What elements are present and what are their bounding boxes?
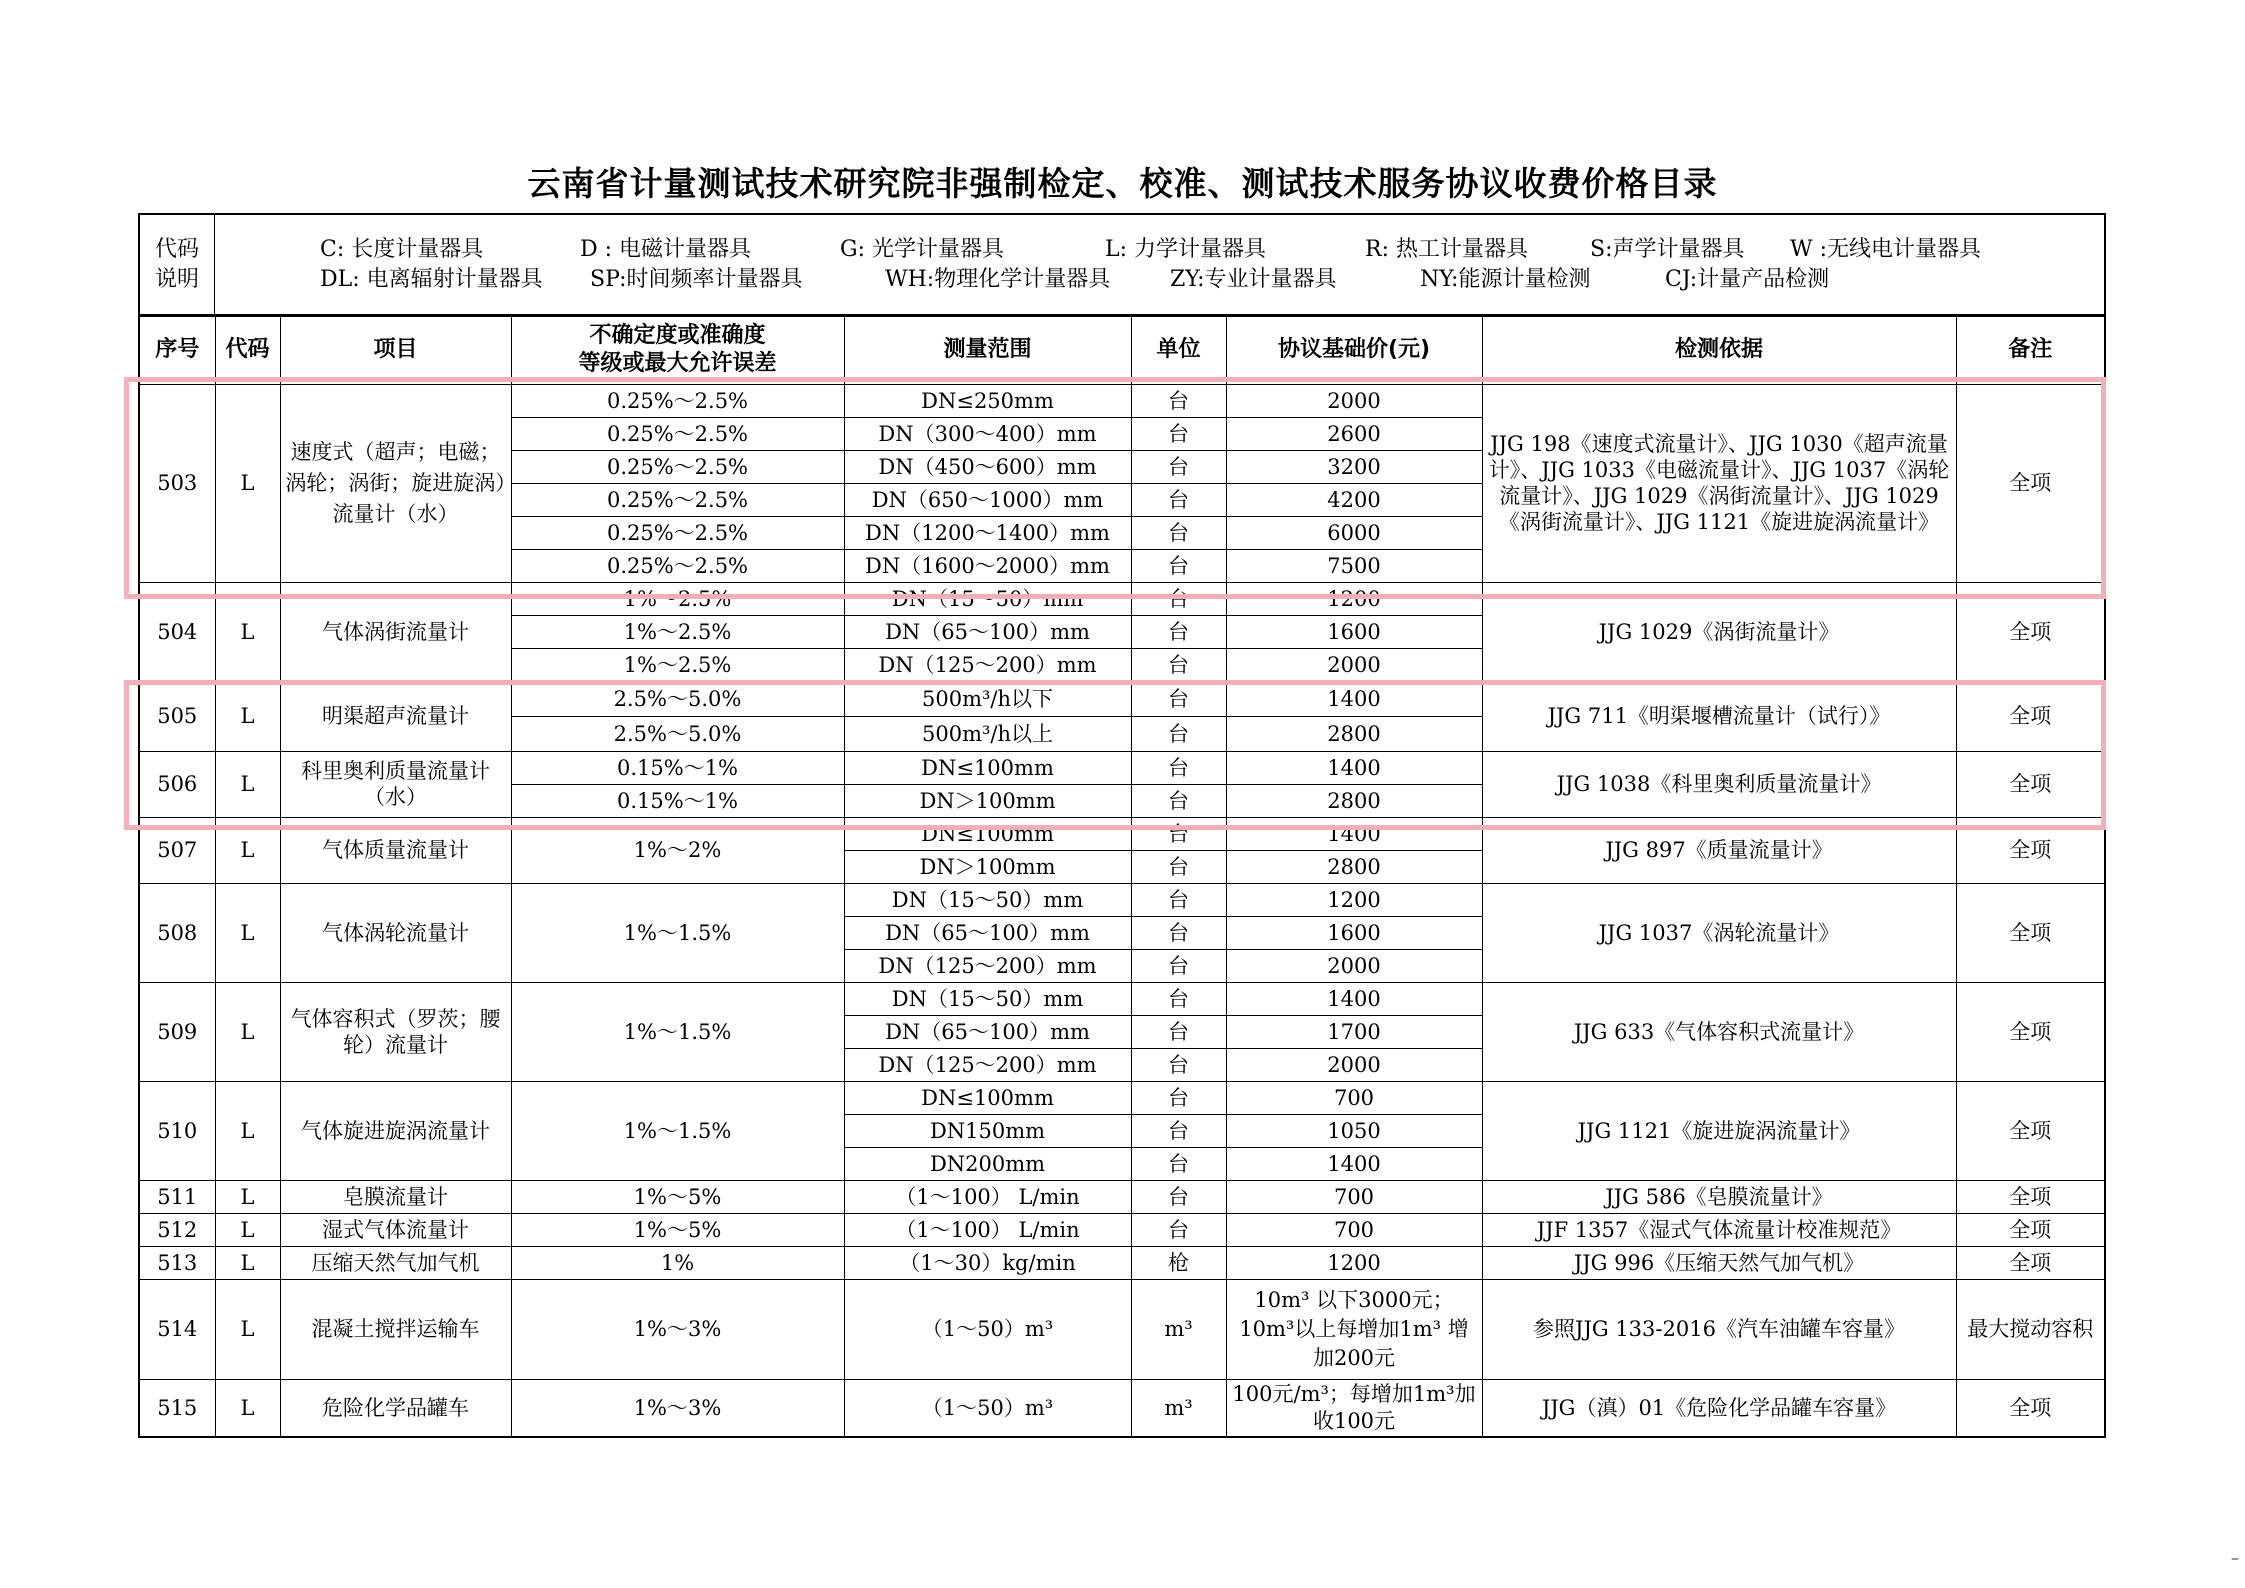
unit-cell: 台 — [1131, 716, 1226, 751]
unit-cell: 台 — [1131, 1114, 1226, 1147]
range-cell: （1～50）m³ — [844, 1379, 1131, 1437]
range-cell: 500m³/h以下 — [844, 681, 1131, 716]
range-cell: DN（1600～2000）mm — [844, 549, 1131, 582]
price-cell: 1200 — [1226, 883, 1482, 916]
basis-cell: JJG 996《压缩天然气加气机》 — [1482, 1246, 1956, 1279]
range-cell: DN（1200～1400）mm — [844, 516, 1131, 549]
range-cell: DN150mm — [844, 1114, 1131, 1147]
range-cell: 500m³/h以上 — [844, 716, 1131, 751]
basis-cell: JJG 1037《涡轮流量计》 — [1482, 883, 1956, 982]
unit-cell: m³ — [1131, 1279, 1226, 1379]
price-cell: 100元/m³；每增加1m³加收100元 — [1226, 1379, 1482, 1437]
range-cell: DN（300～400）mm — [844, 417, 1131, 450]
unit-cell: 台 — [1131, 1048, 1226, 1081]
unit-cell: 台 — [1131, 483, 1226, 516]
seq-cell: 503 — [139, 384, 215, 582]
accuracy-cell: 1%～3% — [511, 1279, 844, 1379]
price-cell: 2800 — [1226, 716, 1482, 751]
legend-item: DL: 电离辐射计量器具 — [320, 267, 543, 292]
basis-cell: JJG 633《气体容积式流量计》 — [1482, 982, 1956, 1081]
seq-cell: 513 — [139, 1246, 215, 1279]
table-row — [139, 982, 2105, 1015]
price-cell: 700 — [1226, 1180, 1482, 1213]
code-cell: L — [215, 1180, 280, 1213]
legend-item: W :无线电计量器具 — [1790, 237, 1982, 262]
price-cell: 1400 — [1226, 982, 1482, 1015]
remark-cell: 全项 — [1956, 681, 2105, 751]
accuracy-cell: 0.25%～2.5% — [511, 549, 844, 582]
seq-cell: 506 — [139, 751, 215, 817]
unit-cell: 台 — [1131, 982, 1226, 1015]
code-cell: L — [215, 751, 280, 817]
item-cell: 科里奥利质量流量计（水） — [280, 751, 511, 817]
accuracy-cell: 0.25%～2.5% — [511, 417, 844, 450]
item-cell: 湿式气体流量计 — [280, 1213, 511, 1246]
item-cell: 明渠超声流量计 — [280, 681, 511, 751]
range-cell: DN（125～200）mm — [844, 648, 1131, 681]
remark-cell: 全项 — [1956, 883, 2105, 982]
unit-cell: 台 — [1131, 784, 1226, 817]
legend-item: G: 光学计量器具 — [840, 237, 1004, 262]
accuracy-cell: 1%～1.5% — [511, 883, 844, 982]
accuracy-cell: 1%～2.5% — [511, 582, 844, 615]
price-cell: 2000 — [1226, 949, 1482, 982]
code-cell: L — [215, 1379, 280, 1437]
range-cell: DN200mm — [844, 1147, 1131, 1180]
range-cell: DN（65～100）mm — [844, 615, 1131, 648]
header-price: 协议基础价(元) — [1226, 316, 1482, 384]
price-cell: 3200 — [1226, 450, 1482, 483]
unit-cell: 台 — [1131, 516, 1226, 549]
price-cell: 1600 — [1226, 615, 1482, 648]
legend-item: R: 热工计量器具 — [1365, 237, 1528, 262]
remark-cell: 全项 — [1956, 1081, 2105, 1180]
remark-cell: 全项 — [1956, 751, 2105, 817]
remark-cell: 全项 — [1956, 1379, 2105, 1437]
basis-cell: 参照JJG 133-2016《汽车油罐车容量》 — [1482, 1279, 1956, 1379]
table-row — [139, 1246, 2105, 1279]
price-cell: 1400 — [1226, 751, 1482, 784]
header-accuracy-line1: 不确定度或准确度 — [589, 323, 766, 349]
header-range: 测量范围 — [844, 316, 1131, 384]
accuracy-cell: 1%～1.5% — [511, 982, 844, 1081]
price-cell: 1200 — [1226, 1246, 1482, 1279]
unit-cell: 台 — [1131, 681, 1226, 716]
price-cell: 1400 — [1226, 817, 1482, 850]
accuracy-cell: 1%～3% — [511, 1379, 844, 1437]
range-cell: DN（650～1000）mm — [844, 483, 1131, 516]
legend-item: L: 力学计量器具 — [1105, 237, 1267, 262]
range-cell: DN（15～50）mm — [844, 982, 1131, 1015]
accuracy-cell: 1%～2.5% — [511, 615, 844, 648]
price-cell: 6000 — [1226, 516, 1482, 549]
price-cell: 700 — [1226, 1081, 1482, 1114]
table-row — [139, 751, 2105, 784]
seq-cell: 510 — [139, 1081, 215, 1180]
table-row — [139, 1081, 2105, 1114]
accuracy-cell: 1%～2.5% — [511, 648, 844, 681]
legend-items — [320, 235, 2030, 295]
legend-item: WH:物理化学计量器具 — [885, 267, 1111, 292]
unit-cell: 台 — [1131, 1213, 1226, 1246]
price-cell: 10m³ 以下3000元；10m³以上每增加1m³ 增加200元 — [1226, 1279, 1482, 1379]
remark-cell: 全项 — [1956, 1246, 2105, 1279]
item-cell: 压缩天然气加气机 — [280, 1246, 511, 1279]
legend-label-line2: 说明 — [154, 266, 199, 292]
price-cell: 2000 — [1226, 384, 1482, 417]
item-cell: 气体质量流量计 — [280, 817, 511, 883]
range-cell: （1～30）kg/min — [844, 1246, 1131, 1279]
table-row — [139, 1180, 2105, 1213]
unit-cell: 台 — [1131, 648, 1226, 681]
code-cell: L — [215, 1081, 280, 1180]
remark-cell: 全项 — [1956, 384, 2105, 582]
basis-cell: JJG 1029《涡街流量计》 — [1482, 582, 1956, 681]
price-cell: 1200 — [1226, 582, 1482, 615]
price-cell: 1400 — [1226, 681, 1482, 716]
legend-label — [140, 215, 215, 314]
unit-cell: 台 — [1131, 883, 1226, 916]
range-cell: DN≤100mm — [844, 1081, 1131, 1114]
range-cell: DN≤100mm — [844, 817, 1131, 850]
header-code: 代码 — [215, 316, 280, 384]
unit-cell: 台 — [1131, 450, 1226, 483]
range-cell: （1～50）m³ — [844, 1279, 1131, 1379]
legend-item: NY:能源计量检测 — [1420, 267, 1591, 292]
table-row — [139, 582, 2105, 615]
unit-cell: 台 — [1131, 384, 1226, 417]
item-cell: 气体旋进旋涡流量计 — [280, 1081, 511, 1180]
unit-cell: 台 — [1131, 751, 1226, 784]
price-cell: 1050 — [1226, 1114, 1482, 1147]
price-cell: 1400 — [1226, 1147, 1482, 1180]
code-cell: L — [215, 1279, 280, 1379]
seq-cell: 512 — [139, 1213, 215, 1246]
item-cell: 速度式（超声；电磁；涡轮；涡街；旋进旋涡）流量计（水） — [280, 384, 511, 582]
seq-cell: 511 — [139, 1180, 215, 1213]
basis-cell: JJG 1121《旋进旋涡流量计》 — [1482, 1081, 1956, 1180]
range-cell: DN（65～100）mm — [844, 916, 1131, 949]
range-cell: DN（15～50）mm — [844, 582, 1131, 615]
range-cell: （1～100） L/min — [844, 1213, 1131, 1246]
unit-cell: 台 — [1131, 1081, 1226, 1114]
range-cell: DN＞100mm — [844, 850, 1131, 883]
header-item: 项目 — [280, 316, 511, 384]
range-cell: DN≤100mm — [844, 751, 1131, 784]
seq-cell: 504 — [139, 582, 215, 681]
unit-cell: 枪 — [1131, 1246, 1226, 1279]
legend-item: ZY:专业计量器具 — [1170, 267, 1337, 292]
range-cell: DN（15～50）mm — [844, 883, 1131, 916]
price-cell: 1700 — [1226, 1015, 1482, 1048]
basis-cell: JJG（滇）01《危险化学品罐车容量》 — [1482, 1379, 1956, 1437]
remark-cell: 全项 — [1956, 1213, 2105, 1246]
basis-cell: JJG 586《皂膜流量计》 — [1482, 1180, 1956, 1213]
range-cell: DN（65～100）mm — [844, 1015, 1131, 1048]
table-row — [139, 1279, 2105, 1379]
range-cell: DN（450～600）mm — [844, 450, 1131, 483]
accuracy-cell: 1%～5% — [511, 1180, 844, 1213]
accuracy-cell: 2.5%～5.0% — [511, 681, 844, 716]
table-row — [139, 384, 2105, 417]
price-cell: 700 — [1226, 1213, 1482, 1246]
seq-cell: 508 — [139, 883, 215, 982]
accuracy-cell: 0.15%～1% — [511, 751, 844, 784]
item-cell: 皂膜流量计 — [280, 1180, 511, 1213]
unit-cell: 台 — [1131, 549, 1226, 582]
table-row — [139, 1213, 2105, 1246]
remark-cell: 最大搅动容积 — [1956, 1279, 2105, 1379]
unit-cell: 台 — [1131, 1180, 1226, 1213]
remark-cell: 全项 — [1956, 582, 2105, 681]
legend-label-line1: 代码 — [154, 236, 199, 262]
unit-cell: 台 — [1131, 916, 1226, 949]
legend-item: D : 电磁计量器具 — [580, 237, 752, 262]
header-basis: 检测依据 — [1482, 316, 1956, 384]
header-row — [139, 316, 2105, 384]
item-cell: 气体容积式（罗茨；腰轮）流量计 — [280, 982, 511, 1081]
price-cell: 2000 — [1226, 1048, 1482, 1081]
table-row — [139, 681, 2105, 716]
page-title: 云南省计量测试技术研究院非强制检定、校准、测试技术服务协议收费价格目录 — [527, 164, 1718, 203]
remark-cell: 全项 — [1956, 817, 2105, 883]
legend-line-2 — [320, 265, 2030, 295]
range-cell: DN（125～200）mm — [844, 1048, 1131, 1081]
price-cell: 2800 — [1226, 784, 1482, 817]
code-legend — [138, 213, 2106, 316]
accuracy-cell: 1%～1.5% — [511, 1081, 844, 1180]
seq-cell: 514 — [139, 1279, 215, 1379]
seq-cell: 507 — [139, 817, 215, 883]
accuracy-cell: 1%～2% — [511, 817, 844, 883]
unit-cell: 台 — [1131, 817, 1226, 850]
seq-cell: 515 — [139, 1379, 215, 1437]
price-table — [138, 315, 2106, 1438]
code-cell: L — [215, 982, 280, 1081]
item-cell: 气体涡街流量计 — [280, 582, 511, 681]
legend-item: SP:时间频率计量器具 — [590, 267, 803, 292]
header-remark: 备注 — [1956, 316, 2105, 384]
accuracy-cell: 1% — [511, 1246, 844, 1279]
unit-cell: 台 — [1131, 615, 1226, 648]
table-row — [139, 1379, 2105, 1437]
basis-cell: JJG 198《速度式流量计》、JJG 1030《超声流量计》、JJG 1033《电磁流量计》、JJG 1037《涡轮流量计》、JJG 1029《涡街流量计》、JJG 1029《涡街流量计》、JJG 1121《旋进旋涡流量计》 — [1482, 384, 1956, 582]
code-cell: L — [215, 817, 280, 883]
price-cell: 2800 — [1226, 850, 1482, 883]
range-cell: DN（125～200）mm — [844, 949, 1131, 982]
accuracy-cell: 0.15%～1% — [511, 784, 844, 817]
legend-item: C: 长度计量器具 — [320, 237, 484, 262]
code-cell: L — [215, 883, 280, 982]
remark-cell: 全项 — [1956, 1180, 2105, 1213]
table-row — [139, 817, 2105, 850]
item-cell: 气体涡轮流量计 — [280, 883, 511, 982]
price-cell: 2000 — [1226, 648, 1482, 681]
table-row — [139, 883, 2105, 916]
code-cell: L — [215, 384, 280, 582]
unit-cell: 台 — [1131, 850, 1226, 883]
legend-item: CJ:计量产品检测 — [1665, 267, 1830, 292]
unit-cell: 台 — [1131, 1147, 1226, 1180]
code-cell: L — [215, 582, 280, 681]
unit-cell: 台 — [1131, 1015, 1226, 1048]
legend-item: S:声学计量器具 — [1590, 237, 1745, 262]
item-cell: 危险化学品罐车 — [280, 1379, 511, 1437]
accuracy-cell: 0.25%～2.5% — [511, 483, 844, 516]
basis-cell: JJG 1038《科里奥利质量流量计》 — [1482, 751, 1956, 817]
item-cell: 混凝土搅拌运输车 — [280, 1279, 511, 1379]
code-cell: L — [215, 1213, 280, 1246]
seq-cell: 509 — [139, 982, 215, 1081]
unit-cell: 台 — [1131, 582, 1226, 615]
price-cell: 2600 — [1226, 417, 1482, 450]
code-cell: L — [215, 1246, 280, 1279]
unit-cell: 台 — [1131, 949, 1226, 982]
seq-cell: 505 — [139, 681, 215, 751]
price-cell: 7500 — [1226, 549, 1482, 582]
range-cell: DN＞100mm — [844, 784, 1131, 817]
unit-cell: 台 — [1131, 417, 1226, 450]
page-mark: – — [2231, 1548, 2239, 1567]
accuracy-cell: 0.25%～2.5% — [511, 450, 844, 483]
accuracy-cell: 1%～5% — [511, 1213, 844, 1246]
header-accuracy — [511, 316, 844, 384]
code-cell: L — [215, 681, 280, 751]
price-cell: 4200 — [1226, 483, 1482, 516]
accuracy-cell: 2.5%～5.0% — [511, 716, 844, 751]
basis-cell: JJG 897《质量流量计》 — [1482, 817, 1956, 883]
header-accuracy-line2: 等级或最大允许误差 — [578, 351, 777, 377]
range-cell: （1～100） L/min — [844, 1180, 1131, 1213]
header-seq: 序号 — [139, 316, 215, 384]
accuracy-cell: 0.25%～2.5% — [511, 516, 844, 549]
unit-cell: m³ — [1131, 1379, 1226, 1437]
accuracy-cell: 0.25%～2.5% — [511, 384, 844, 417]
basis-cell: JJF 1357《湿式气体流量计校准规范》 — [1482, 1213, 1956, 1246]
basis-cell: JJG 711《明渠堰槽流量计（试行）》 — [1482, 681, 1956, 751]
range-cell: DN≤250mm — [844, 384, 1131, 417]
header-unit: 单位 — [1131, 316, 1226, 384]
price-cell: 1600 — [1226, 916, 1482, 949]
legend-line-1 — [320, 235, 2030, 265]
remark-cell: 全项 — [1956, 982, 2105, 1081]
